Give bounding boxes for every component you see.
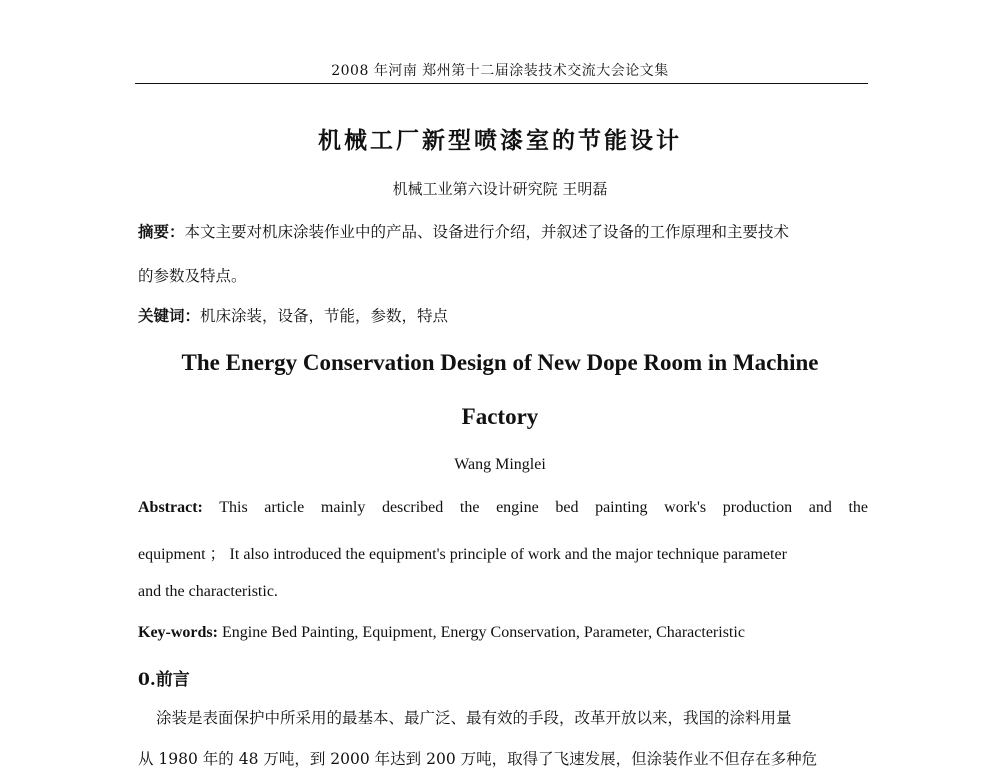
chinese-keywords-label: 关键词： bbox=[138, 306, 201, 325]
chinese-abstract-text-1: 本文主要对机床涂装作业中的产品、设备进行介绍，并叙述了设备的工作原理和主要技术 bbox=[184, 223, 790, 241]
english-abstract-text-1: This article mainly described the engine bed painting work's production and the bbox=[219, 499, 868, 516]
chinese-abstract-label: 摘要： bbox=[138, 222, 185, 241]
chinese-keywords-line bbox=[138, 304, 868, 326]
english-keywords-label: Key-words: bbox=[138, 624, 218, 641]
english-title-line-2: Factory bbox=[461, 404, 539, 429]
section-0-heading: 0.前言 bbox=[138, 670, 190, 690]
english-author: Wang Minglei bbox=[454, 456, 546, 473]
chinese-affiliation: 机械工业第六设计研究院 王明磊 bbox=[392, 180, 608, 198]
english-keywords-line bbox=[138, 624, 868, 642]
chinese-title: 机械工厂新型喷漆室的节能设计 bbox=[318, 127, 682, 154]
running-header: 2008 年河南 郑州第十二届涂装技术交流大会论文集 bbox=[331, 63, 669, 79]
chinese-keywords: 机床涂装，设备，节能，参数，特点 bbox=[200, 307, 449, 325]
header-rule bbox=[135, 83, 868, 84]
english-abstract-label: Abstract: bbox=[138, 499, 203, 516]
english-keywords: Engine Bed Painting, Equipment, Energy Conservation, Parameter, Characteristic bbox=[221, 624, 745, 641]
english-abstract-line-3: and the characteristic. bbox=[138, 583, 278, 600]
section-0-line-1: 涂装是表面保护中所采用的最基本、最广泛、最有效的手段，改革开放以来，我国的涂料用量 bbox=[156, 709, 792, 727]
english-abstract-line-2: equipment ； It also introduced the equipment's principle of work and the major technique parameter bbox=[138, 546, 787, 563]
section-0-line-2: 从 1980 年的 48 万吨，到 2000 年达到 200 万吨，取得了飞速发展，但涂装作业不但存在多种危 bbox=[138, 750, 818, 768]
chinese-abstract-line-1 bbox=[138, 220, 868, 242]
english-abstract-line-1 bbox=[138, 499, 868, 517]
chinese-abstract-line-2: 的参数及特点。 bbox=[138, 267, 247, 285]
english-title-line-1: The Energy Conservation Design of New Dope Room in Machine bbox=[181, 350, 819, 375]
